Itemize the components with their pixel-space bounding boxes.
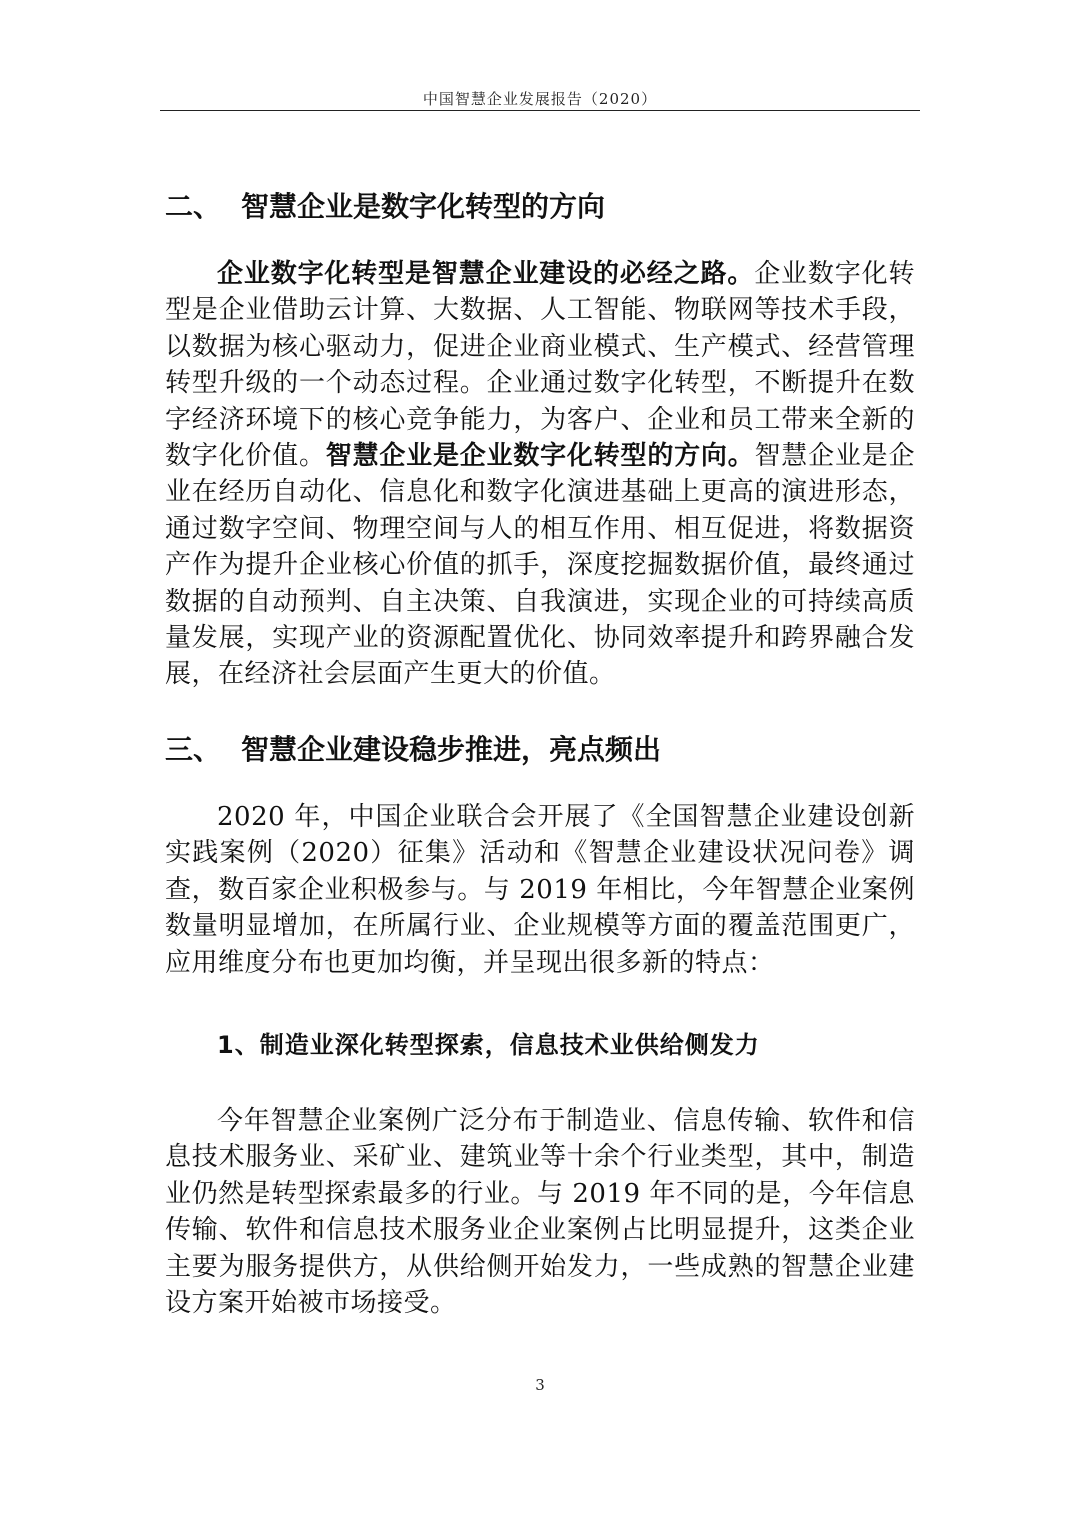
body-paragraph-3: 今年智慧企业案例广泛分布于制造业、信息传输、软件和信息技术服务业、采矿业、建筑业等十余个行业类型，其中，制造业仍然是转型探索最多的行业。与 2019 年不同的是，今年信息传输、软件和信息技术服务业企业案例占比明显提升，这类企业主要为服务提供方，从供给侧开始发力，一些成熟的智慧企业建设方案开始被市场接受。 [165, 1105, 915, 1318]
body-paragraph-2: 2020 年，中国企业联合会开展了《全国智慧企业建设创新实践案例（2020）征集》活动和《智慧企业建设状况问卷》调查，数百家企业积极参与。与 2019 年相比，今年智慧企业案例数量明显增加，在所属行业、企业规模等方面的覆盖范围更广，应用维度分布也更加均衡，并呈现出很多新的特点： [165, 801, 915, 978]
paragraph-text: 智慧企业是企业在经历自动化、信息化和数字化演进基础上更高的演进形态，通过数字空间、物理空间与人的相互作用、相互促进，将数据资产作为提升企业核心价值的抓手，深度挖掘数据价值，最终通过数据的自动预判、自主决策、自我演进，实现企业的可持续高质量发展，实现产业的资源配置优化、协同效率提升和跨界融合发展，在经济社会层面产生更大的价值。 [165, 441, 915, 690]
page-number: 3 [535, 1376, 545, 1394]
section-heading-3 [165, 727, 915, 773]
header-divider [160, 110, 920, 111]
section-heading-2 [165, 184, 915, 230]
body-paragraph-1 [165, 256, 915, 693]
subsection-heading: 1、制造业深化转型探索，信息技术业供给侧发力 [217, 1030, 760, 1059]
paragraph-text: 企业数字化转型是企业借助云计算、大数据、人工智能、物联网等技术手段，以数据为核心驱动力，促进企业商业模式、生产模式、经营管理转型升级的一个动态过程。企业通过数字化转型，不断提升在数字经济环境下的核心竞争能力，为客户、企业和员工带来全新的数字化价值。 [165, 259, 915, 472]
section-number: 三、 [165, 732, 222, 766]
page-body [165, 184, 915, 1321]
bold-key-sentence: 智慧企业是企业数字化转型的方向。 [325, 441, 755, 472]
running-header: 中国智慧企业发展报告（2020） [422, 90, 658, 108]
section-number: 二、 [165, 190, 222, 223]
bold-lead-sentence: 企业数字化转型是智慧企业建设的必经之路。 [217, 259, 755, 289]
section-title: 智慧企业是数字化转型的方向 [241, 190, 606, 223]
section-title: 智慧企业建设稳步推进，亮点频出 [241, 732, 662, 766]
